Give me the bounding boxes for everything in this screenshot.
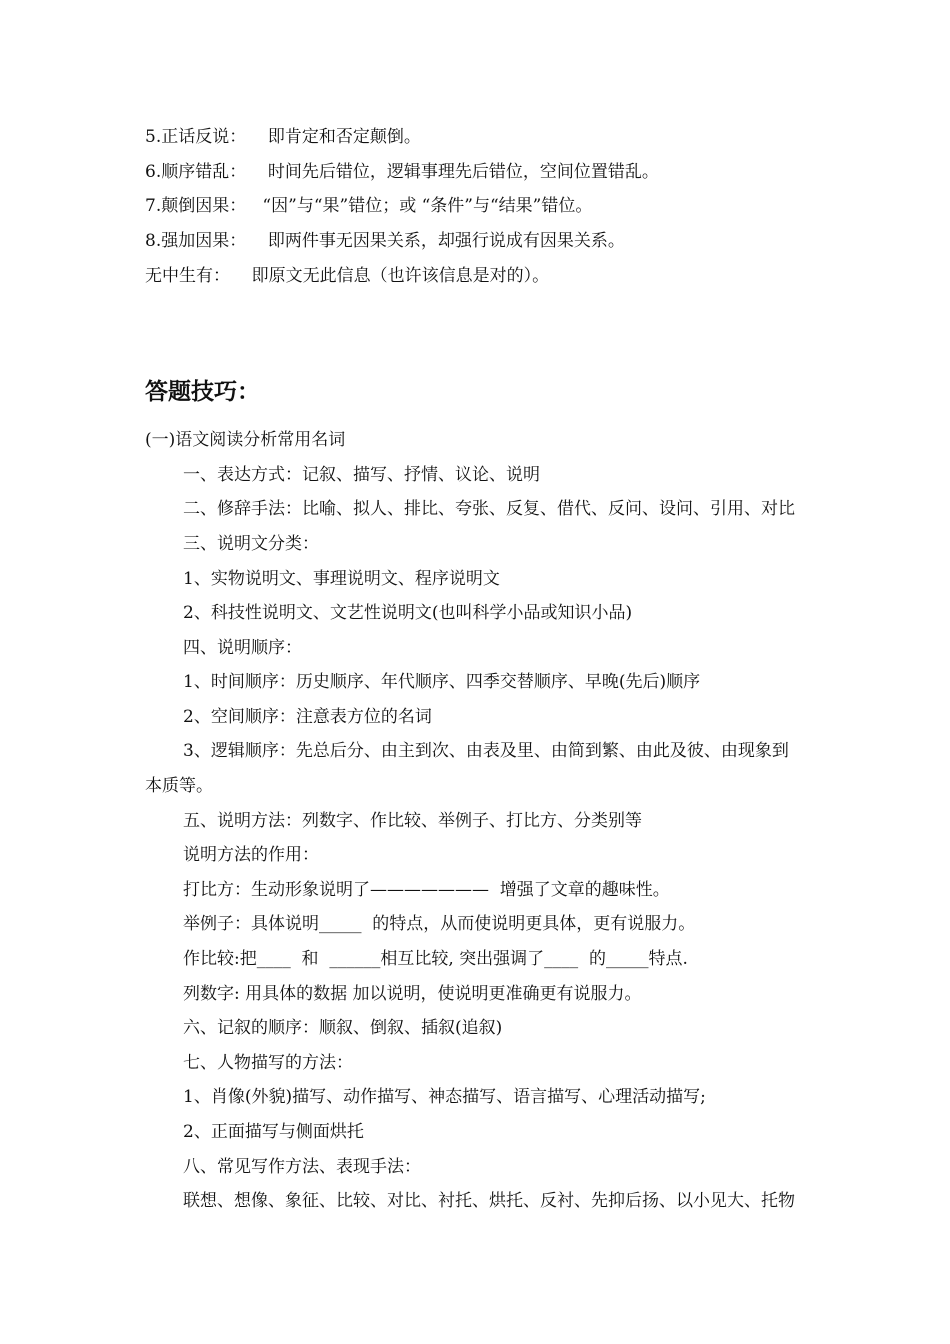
list-item-order-confusion: 6.顺序错乱： 时间先后错位，逻辑事理先后错位，空间位置错乱。 (145, 162, 659, 182)
list-item-forced-causality: 8.强加因果： 即两件事无因果关系，却强行说成有因果关系。 (145, 231, 625, 251)
body-line: 列数字: 用具体的数据 加以说明，使说明更准确更有说服力。 (183, 984, 642, 1004)
body-line: 七、人物描写的方法： (183, 1053, 353, 1073)
body-line: 八、常见写作方法、表现手法： (183, 1157, 421, 1177)
body-line: 打比方：生动形象说明了——————— 增强了文章的趣味性。 (183, 880, 670, 900)
body-line: 3、逻辑顺序：先总后分、由主到次、由表及里、由简到繁、由此及彼、由现象到 (183, 741, 789, 761)
body-line: 举例子：具体说明_____ 的特点，从而使说明更具体，更有说服力。 (183, 914, 696, 934)
body-line: 六、记叙的顺序：顺叙、倒叙、插叙(追叙) (183, 1018, 503, 1038)
list-item-fabrication: 无中生有： 即原文无此信息（也许该信息是对的）。 (145, 266, 550, 286)
subsection-title: (一)语文阅读分析常用名词 (145, 430, 346, 450)
body-line: 2、正面描写与侧面烘托 (183, 1122, 364, 1142)
body-line: 1、时间顺序：历史顺序、年代顺序、四季交替顺序、早晚(先后)顺序 (183, 672, 701, 692)
body-line: 1、肖像(外貌)描写、动作描写、神态描写、语言描写、心理活动描写; (183, 1087, 706, 1107)
body-line: 作比较:把____ 和 ______相互比较, 突出强调了____ 的_____特点. (183, 949, 688, 969)
body-line: 本质等。 (145, 776, 213, 796)
body-line: 1、实物说明文、事理说明文、程序说明文 (183, 569, 500, 589)
body-line: 三、说明文分类： (183, 534, 319, 554)
body-line: 二、修辞手法：比喻、拟人、排比、夸张、反复、借代、反问、设问、引用、对比 (183, 499, 795, 519)
list-item-reverse-statement: 5.正话反说： 即肯定和否定颠倒。 (145, 127, 421, 147)
body-line: 四、说明顺序： (183, 638, 302, 658)
body-line: 联想、想像、象征、比较、对比、衬托、烘托、反衬、先抑后扬、以小见大、托物 (183, 1191, 795, 1211)
list-item-reversed-causality: 7.颠倒因果： “因”与“果”错位；或 “条件”与“结果”错位。 (145, 196, 593, 216)
section-heading: 答题技巧： (145, 379, 260, 405)
body-line: 说明方法的作用： (183, 845, 319, 865)
body-line: 一、表达方式：记叙、描写、抒情、议论、说明 (183, 465, 540, 485)
body-line: 五、说明方法：列数字、作比较、举例子、打比方、分类别等 (183, 811, 642, 831)
body-line: 2、科技性说明文、文艺性说明文(也叫科学小品或知识小品) (183, 603, 633, 623)
body-line: 2、空间顺序：注意表方位的名词 (183, 707, 432, 727)
